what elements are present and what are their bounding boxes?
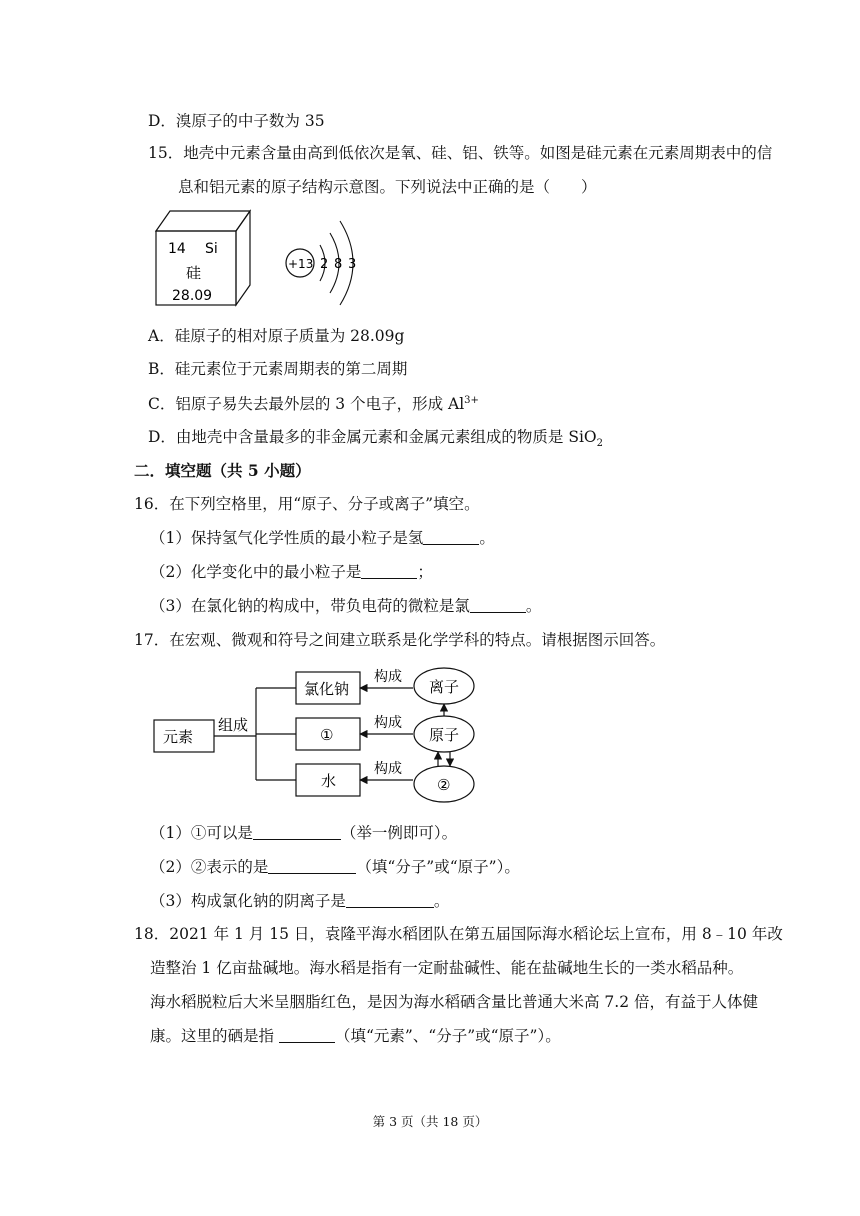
si-atomic-number: 14 [168,241,186,257]
al-shell-3: 3 [348,257,357,272]
answer-blank[interactable] [253,838,341,840]
q14-option-d: D．溴原子的中子数为 35 [148,112,325,130]
q18-line2: 造整治 1 亿亩盐碱地。海水稻是指有一定耐盐碱性、能在盐碱地生长的一类水稻品种。 [150,959,744,977]
answer-blank[interactable] [470,611,526,613]
q16-part1: （1）保持氢气化学性质的最小粒子是氢 。 [150,529,495,547]
diagram-atom: 原子 [429,726,460,744]
diagram-construct-2: 构成 [374,715,402,731]
aluminum-atom-structure [286,221,356,305]
q17-part3: （3）构成氯化钠的阴离子是 。 [150,892,450,910]
q15-option-d-text: D．由地壳中含量最多的非金属元素和金属元素组成的物质是 SiO [148,428,597,446]
al-shell-1: 2 [320,257,329,272]
q15-figure [150,205,380,315]
al-shell-2: 8 [334,257,343,272]
diagram-construct-1: 构成 [374,669,402,685]
q18-line4: 康。这里的硒是指 （填“元素”、“分子”或“原子”）。 [150,1027,561,1045]
diagram-element: 元素 [163,728,194,746]
answer-blank[interactable] [279,1041,335,1043]
al-nucleus: +13 [288,257,314,271]
diagram-compose: 组成 [218,716,249,734]
diagram-nacl: 氯化钠 [304,680,350,698]
diagram-blank-2: ② [437,776,451,794]
sio2-subscript: 2 [596,438,604,450]
q17-diagram [148,660,488,805]
diagram-ion: 离子 [429,678,460,696]
q17-stem: 17．在宏观、微观和符号之间建立联系是化学学科的特点。请根据图示回答。 [134,631,666,649]
si-atomic-mass: 28.09 [172,288,213,304]
q15-stem-line1: 15．地壳中元素含量由高到低依次是氧、硅、铝、铁等。如图是硅元素在元素周期表中的信 [148,144,773,162]
q15-stem-line2: 息和铝元素的原子结构示意图。下列说法中正确的是（ ） [178,178,597,196]
section-2-title: 二．填空题（共 5 小题） [134,461,311,480]
diagram-construct-3: 构成 [374,761,402,777]
q16-part2: （2）化学变化中的最小粒子是 ； [150,563,433,581]
diagram-water: 水 [321,772,337,790]
al-ion-charge: 3+ [464,395,479,406]
page-footer: 第 3 页（共 18 页） [372,1114,488,1129]
q16-stem: 16．在下列空格里，用“原子、分子或离子”填空。 [134,495,480,513]
answer-blank[interactable] [361,577,417,579]
q15-option-a: A．硅原子的相对原子质量为 28.09g [148,327,405,345]
diagram-blank-1: ① [320,726,334,744]
answer-blank[interactable] [346,906,434,908]
q15-option-c-text: C．铝原子易失去最外层的 3 个电子，形成 Al [148,395,465,414]
q17-part1: （1）①可以是 （举一例即可）。 [150,824,458,842]
si-name: 硅 [186,264,202,282]
answer-blank[interactable] [423,543,479,545]
q15-option-d [148,430,603,449]
si-symbol: Si [205,241,218,257]
q16-part3: （3）在氯化钠的构成中，带负电荷的微粒是氯 。 [150,597,542,615]
q15-option-b: B．硅元素位于元素周期表的第二周期 [148,360,408,378]
q15-option-c [148,396,479,413]
q18-line3: 海水稻脱粒后大米呈胭脂红色，是因为海水稻硒含量比普通大米高 7.2 倍，有益于人体健 [150,993,759,1011]
answer-blank[interactable] [268,872,356,874]
q17-part2: （2）②表示的是 （填“分子”或“原子”）。 [150,858,520,876]
q18-line1: 18．2021 年 1 月 15 日，袁隆平海水稻团队在第五届国际海水稻论坛上宣布，用 8﹣10 年改 [134,925,783,943]
